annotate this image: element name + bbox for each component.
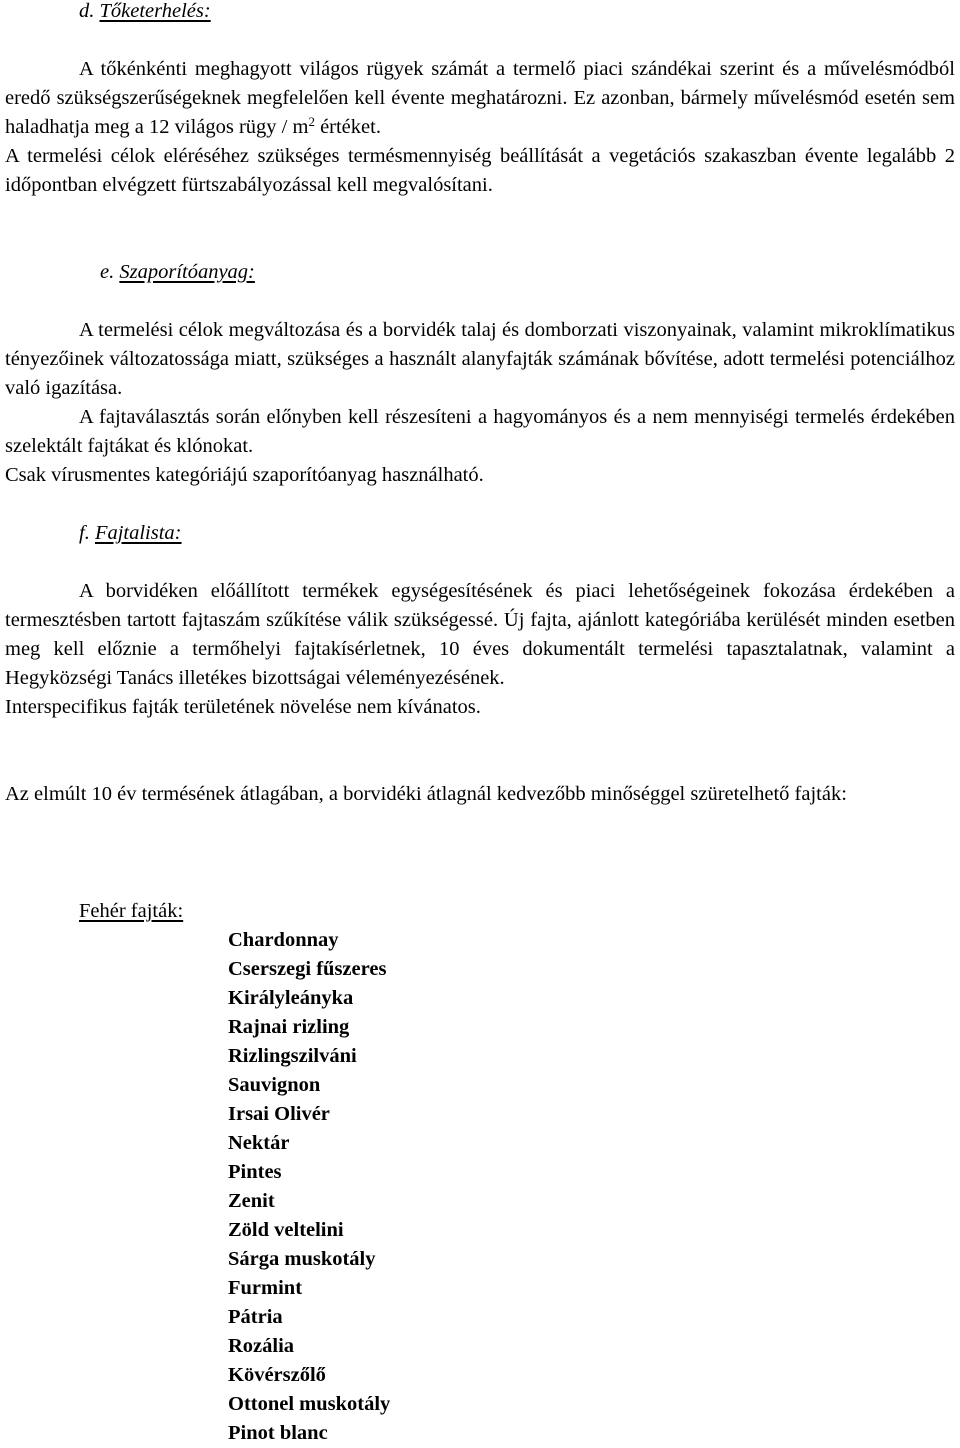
section-d-heading	[79, 0, 211, 26]
variety-item: Zöld veltelini	[228, 1219, 344, 1241]
variety-item: Rajnai rizling	[228, 1016, 350, 1038]
section-f-paragraph-2: Interspecifikus fajták területének növelése nem kívánatos.	[5, 696, 481, 718]
variety-item: Sauvignon	[228, 1074, 321, 1096]
section-d-body	[5, 55, 955, 200]
variety-item: Pintes	[228, 1161, 282, 1183]
white-varieties-list	[228, 926, 390, 1448]
variety-item: Pátria	[228, 1306, 283, 1328]
section-f-letter: f.	[79, 522, 90, 544]
section-d-p1-line3a: azonban, bármely művelésmód esetén sem haladhatja meg a 12 világos rügy / m	[5, 87, 955, 138]
variety-item: Rozália	[228, 1335, 295, 1357]
summary-paragraph: Az elmúlt 10 év termésének átlagában, a borvidéki átlagnál kedvezőbb minőséggel szüretelhető fajták:	[5, 783, 847, 805]
variety-item: Királyleányka	[228, 987, 354, 1009]
section-d-p1-line1: A tőkénkénti meghagyott világos rügyek számát a termelő piaci szándékai szerint és a	[79, 58, 817, 80]
section-d-p1-line2: művelésmódból eredő szükségszerűségeknek megfelelően kell évente meghatározni. Ez	[5, 58, 956, 109]
section-d-paragraph-1	[5, 55, 955, 142]
variety-item: Kövérszőlő	[228, 1364, 326, 1386]
variety-item: Cserszegi fűszeres	[228, 958, 387, 980]
section-e-heading	[100, 258, 255, 287]
section-f-heading	[79, 519, 182, 548]
variety-item: Nektár	[228, 1132, 290, 1154]
variety-item: Rizlingszilváni	[228, 1045, 357, 1067]
section-e-title: Szaporítóanyag:	[119, 261, 255, 283]
variety-item: Chardonnay	[228, 929, 339, 951]
section-f-body	[5, 577, 955, 722]
section-d-letter: d.	[79, 0, 95, 22]
section-d-paragraph-2: A termelési célok eléréséhez szükséges termésmennyiség beállítását a vegetációs szakaszban évente legalább 2 időpontban elvégzett fürtszabályozással kell megvalósítani.	[5, 145, 955, 196]
white-varieties-label: Fehér fajták:	[79, 900, 184, 922]
variety-item: Pinot blanc	[228, 1422, 328, 1444]
variety-item: Ottonel muskotály	[228, 1393, 391, 1415]
section-e-letter: e.	[100, 261, 115, 283]
variety-item: Furmint	[228, 1277, 303, 1299]
section-e-paragraph-3: Csak vírusmentes kategóriájú szaporítóanyag használható.	[5, 464, 484, 486]
variety-item: Irsai Olivér	[228, 1103, 330, 1125]
section-f-paragraph-1: A borvidéken előállított termékek egységesítésének és piaci lehetőségeinek fokozása érdekében a termesztésben tartott fajtaszám szűkítése válik szükségessé. Új fajta, ajánlott kategóriába kerülését minden esetben meg kell előznie a termőhelyi fajtakísérletnek, 10 éves dokumentált termelési tapasztalatnak, valamint a Hegyközségi Tanács illetékes bizottságai véleményezésének.	[5, 580, 955, 689]
variety-item: Sárga muskotály	[228, 1248, 376, 1270]
variety-item: Zenit	[228, 1190, 275, 1212]
section-d-p1-superscript: 2	[308, 114, 315, 129]
summary-text	[5, 780, 955, 809]
section-d-p1-line3b: értéket.	[314, 116, 381, 138]
section-e-body	[5, 316, 955, 490]
section-d-title: Tőketerhelés:	[99, 0, 211, 22]
section-e-paragraph-1: A termelési célok megváltozása és a borvidék talaj és domborzati viszonyainak, valamint mikroklímatikus tényezőinek változatossága miatt, szükséges a használt alanyfajták számának bővítése, adott termelési potenciálhoz való igazítása.	[5, 319, 955, 399]
section-f-title: Fajtalista:	[94, 522, 182, 544]
section-e-paragraph-2: A fajtaválasztás során előnyben kell részesíteni a hagyományos és a nem mennyiségi termelés érdekében szelektált fajtákat és klónokat.	[5, 406, 955, 457]
